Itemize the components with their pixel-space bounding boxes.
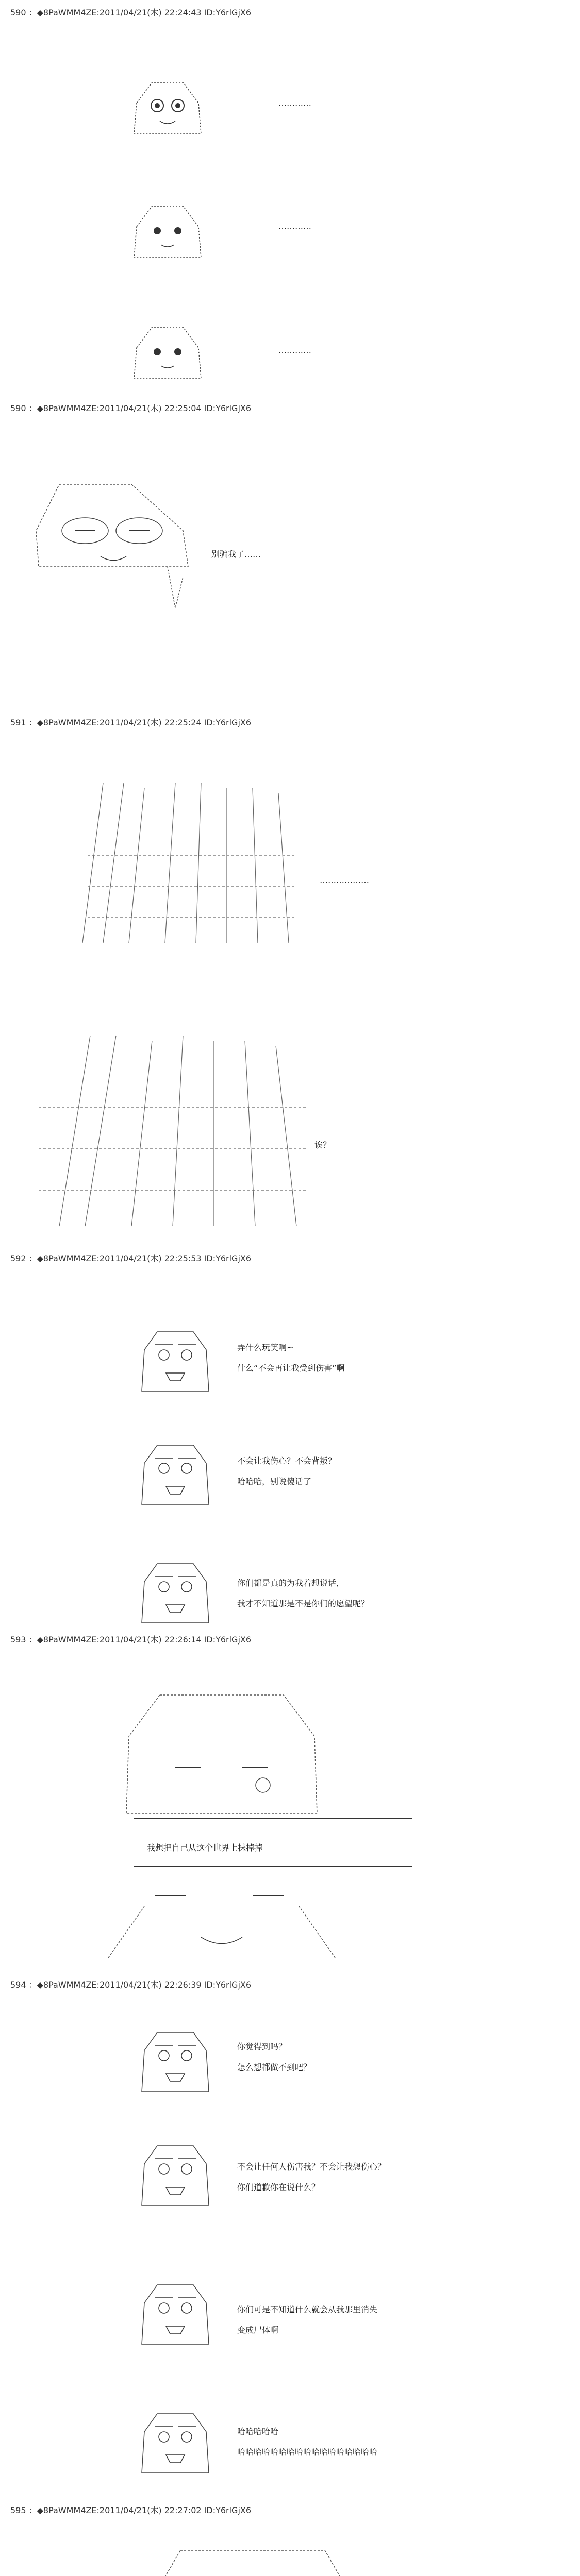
dark-figure-art [72, 773, 309, 948]
post-header: 594 ：◆8PaWMM4ZE:2011/04/21(木) 22:26:39 ID:Y6rlGjX6 [10, 1980, 252, 1990]
crying-face-art [28, 474, 204, 623]
dialogue-line: 你们可是不知道什么就会从我那里消失 [237, 2304, 378, 2314]
dialogue-line: 你觉得到吗？ [237, 2042, 287, 2052]
yaranaika-face-art [134, 1556, 217, 1633]
post-header: 592 ：◆8PaWMM4ZE:2011/04/21(木) 22:25:53 ID:Y6rlGjX6 [10, 1253, 252, 1263]
dialogue-line: 哈哈哈哈哈 [237, 2427, 279, 2436]
yaranaika-face-art [134, 2277, 217, 2354]
yaruo-face-art [124, 72, 211, 149]
separator-line [134, 1818, 412, 1819]
lower-face-art [98, 1875, 345, 1963]
yaranaika-face-art [134, 1324, 217, 1401]
dialogue-line: 诶？ [314, 1140, 332, 1150]
yaruo-face-art [124, 196, 211, 273]
dark-figure-art [28, 1030, 317, 1231]
dialogue-line: 不会让任何人伤害我？不会让我想伤心？ [237, 2162, 386, 2172]
post-header: 593 ：◆8PaWMM4ZE:2011/04/21(木) 22:26:14 ID:Y6rlGjX6 [10, 1635, 252, 1645]
closeup-face-art [103, 2535, 402, 2576]
dialogue-line: 我想把自己从这个世界上抹掉掉 [147, 1843, 263, 1853]
separator-line [134, 1866, 412, 1867]
dialogue-line: 别骗我了…… [211, 549, 261, 559]
dialogue-line: 哈哈哈哈哈哈哈哈哈哈哈哈哈哈哈哈哈 [237, 2447, 378, 2457]
dialogue-line: 什么“不会再让我受到伤害”啊 [237, 1363, 345, 1373]
dialogue-line: 我才不知道那是不是你们的愿望呢？ [237, 1599, 370, 1608]
big-face-art [119, 1685, 325, 1819]
dialogue-line: ………… [278, 345, 311, 355]
dialogue-line: ……………… [320, 875, 369, 885]
dialogue-line: 弄什么玩笑啊~ [237, 1343, 294, 1352]
yaranaika-face-art [134, 2406, 217, 2483]
dialogue-line: 不会让我伤心？不会背叛？ [237, 1456, 337, 1466]
yaranaika-face-art [134, 2138, 217, 2215]
yaranaika-face-art [134, 1437, 217, 1515]
post-header: 595 ：◆8PaWMM4ZE:2011/04/21(木) 22:27:02 ID:Y6rlGjX6 [10, 2505, 252, 2515]
post-header: 591 ：◆8PaWMM4ZE:2011/04/21(木) 22:25:24 ID:Y6rlGjX6 [10, 718, 252, 727]
dialogue-line: 哈哈哈，别说傻话了 [237, 1477, 312, 1486]
post-header: 590 ：◆8PaWMM4ZE:2011/04/21(木) 22:25:04 ID:Y6rlGjX6 [10, 403, 252, 413]
dialogue-line: 怎么想都做不到吧？ [237, 2062, 312, 2072]
dialogue-line: 你们道歉你在说什么？ [237, 2182, 320, 2192]
post-header: 590 ：◆8PaWMM4ZE:2011/04/21(木) 22:24:43 ID:Y6rlGjX6 [10, 8, 252, 18]
yaranaika-face-art [134, 2025, 217, 2102]
dialogue-line: 变成尸体啊 [237, 2325, 279, 2335]
dialogue-line: 你们都是真的为我着想说话， [237, 1578, 345, 1588]
dialogue-line: ………… [278, 98, 311, 108]
yaruo-face-art [124, 317, 211, 394]
dialogue-line: ………… [278, 222, 311, 231]
